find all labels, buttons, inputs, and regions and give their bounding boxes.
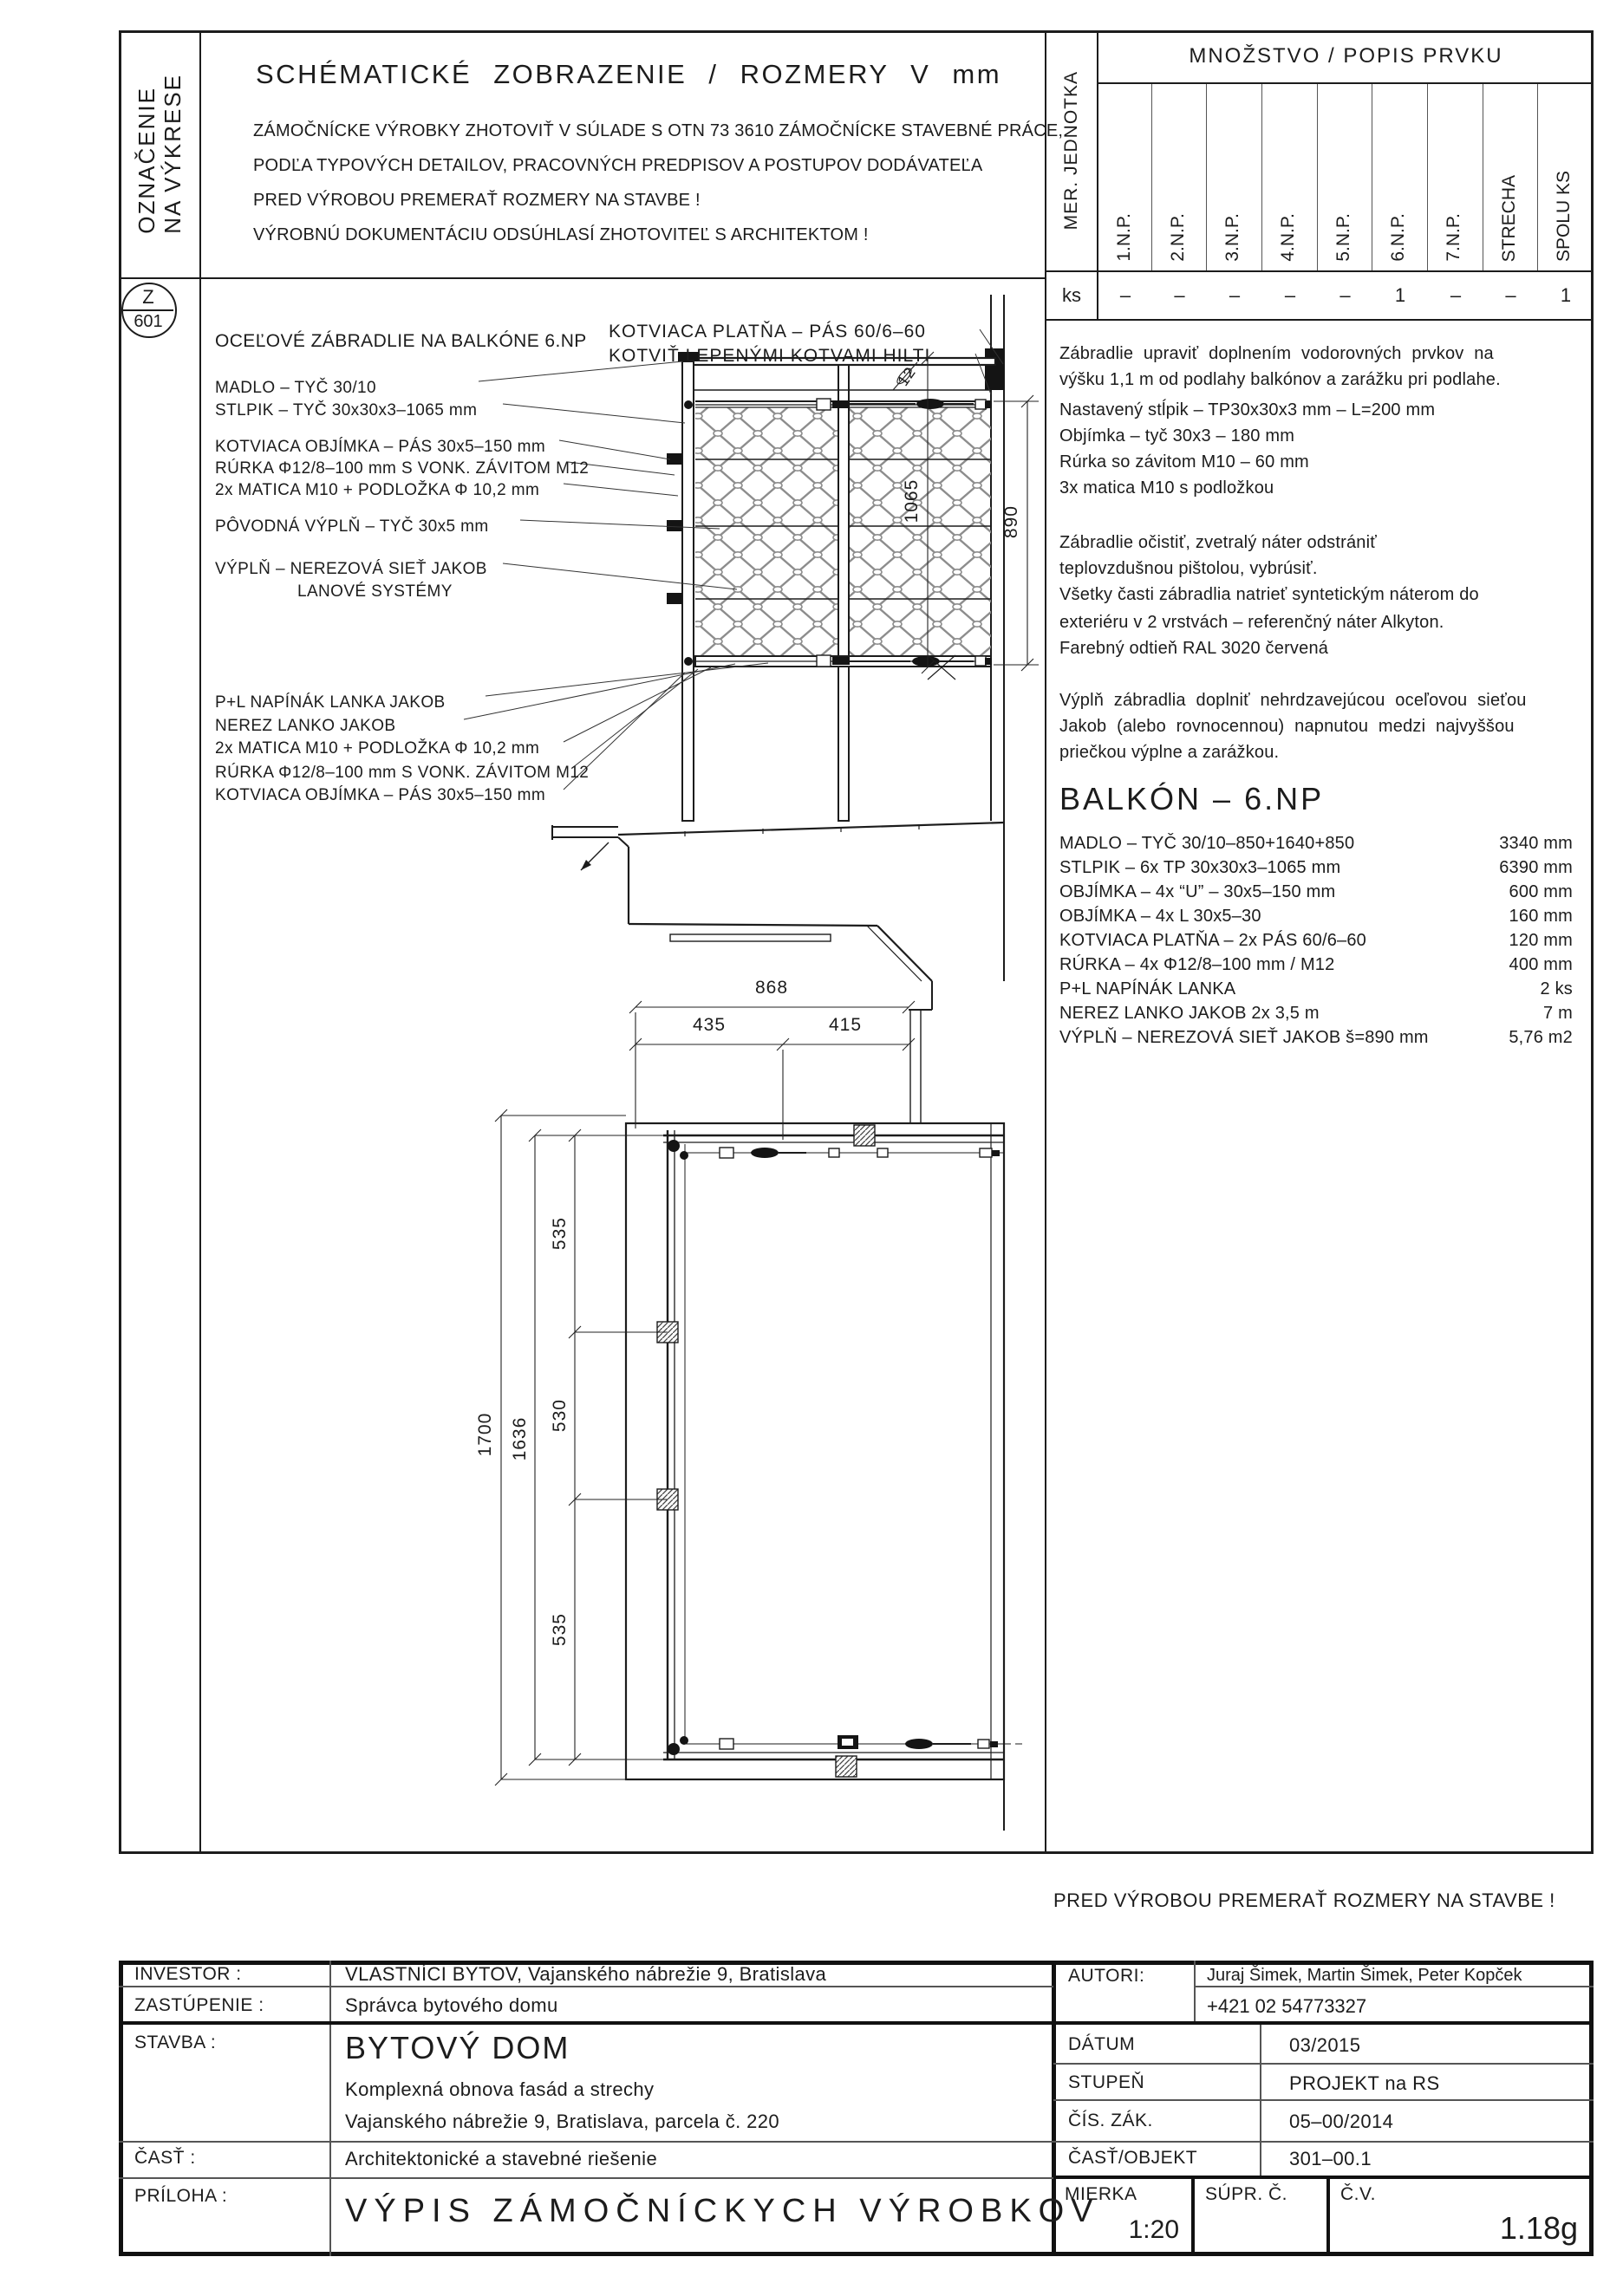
callout-napinak: P+L NAPÍNÁK LANKA JAKOB	[215, 693, 446, 712]
note-p1-l1: Zábradlie upraviť doplnením vodorovných prvkov na	[1059, 344, 1494, 363]
datum-label: DÁTUM	[1068, 2034, 1136, 2054]
balkon-row: MADLO – TYČ 30/10–850+1640+850 3340 mm	[1059, 834, 1573, 853]
balkon-row: RÚRKA – 4x Φ12/8–100 mm / M12 400 mm	[1059, 955, 1573, 974]
dim-1636: 1636	[509, 1416, 530, 1461]
note-p3-l1: Zábradlie očistiť, zvetralý náter odstrániť	[1059, 533, 1377, 552]
callout-madlo: MADLO – TYČ 30/10	[215, 379, 376, 397]
investor-value: VLASTNÍCI BYTOV, Vajanského nábrežie 9, Bratislava	[345, 1963, 827, 1985]
supr-label: SÚPR. Č.	[1205, 2184, 1288, 2204]
note-p3-l5: Farebný odtieň RAL 3020 červená	[1059, 639, 1329, 658]
stavba-label: STAVBA :	[134, 2033, 217, 2052]
balcony-slab	[552, 823, 1004, 1123]
header-note-4: VÝROBNÚ DOKUMENTÁCIU ODSÚHLASÍ ZHOTOVITEĽ S ARCHITEKTOM !	[253, 225, 869, 244]
cast-value: Architektonické a stavebné riešenie	[345, 2148, 658, 2169]
unit-header: MER. JEDNOTKA	[1060, 70, 1081, 231]
dim-435: 435	[692, 1015, 727, 1035]
col-spolu: SPOLU KS	[1554, 170, 1574, 262]
stupen-value: PROJEKT na RS	[1289, 2072, 1440, 2094]
header-note-1: ZÁMOČNÍCKE VÝROBKY ZHOTOVIŤ V SÚLADE S OTN 73 3610 ZÁMOČNÍCKE STAVEBNÉ PRÁCE,	[253, 121, 1064, 140]
val-7np: –	[1450, 284, 1462, 307]
balkon-heading: BALKÓN – 6.NP	[1059, 781, 1325, 816]
col-strecha: STRECHA	[1483, 84, 1538, 270]
plan-posts	[657, 1125, 875, 1777]
priloha-value: VÝPIS ZÁMOČNÍCKYCH VÝROBKOV	[345, 2193, 1100, 2229]
note-p4-l1: Výplň zábradlia doplniť nehrdzavejúcou oceľovou sieťou	[1059, 691, 1527, 710]
zastupenie-value: Správca bytového domu	[345, 1994, 558, 2016]
position-mark	[121, 283, 177, 338]
note-p2-l3: Rúrka so závitom M10 – 60 mm	[1059, 452, 1309, 472]
dim-415: 415	[828, 1015, 863, 1035]
investor-label: INVESTOR :	[134, 1964, 242, 1984]
stavba-line2: Komplexná obnova fasád a strechy	[345, 2078, 655, 2100]
stavba-line3: Vajanského nábrežie 9, Bratislava, parcela č. 220	[345, 2111, 780, 2132]
dim-12: 12	[894, 363, 920, 389]
val-4np: –	[1284, 284, 1296, 307]
side-strip	[121, 32, 199, 276]
cv-value: 1.18g	[1499, 2210, 1578, 2246]
post-left	[682, 361, 694, 821]
dim-868: 868	[754, 978, 789, 998]
callout-stlpik: STLPIK – TYČ 30x30x3–1065 mm	[215, 401, 478, 420]
balkon-row: VÝPLŇ – NEREZOVÁ SIEŤ JAKOB š=890 mm 5,76 m2	[1059, 1028, 1573, 1047]
anchor-plate	[985, 348, 1004, 390]
note-p2-l2: Objímka – tyč 30x3 – 180 mm	[1059, 426, 1295, 446]
autori-label: AUTORI:	[1068, 1966, 1145, 1986]
val-6np: 1	[1394, 284, 1406, 307]
side-strip-label: OZNAČENIE NA VÝKRESE	[133, 74, 186, 234]
dim-535a: 535	[549, 1217, 570, 1251]
elevation-view	[464, 295, 1039, 1123]
cast-objekt-label: ČASŤ/OBJEKT	[1068, 2148, 1198, 2168]
note-p4-l2: Jakob (alebo rovnocennou) napnutou medzi najvyššou	[1059, 717, 1515, 736]
callout-rurka-1: RÚRKA Φ12/8–100 mm S VONK. ZÁVITOM M12	[215, 459, 590, 478]
qty-table-title-cell	[1097, 30, 1594, 84]
note-p3-l4: exteriéru v 2 vrstvách – referenčný náter Alkyton.	[1059, 613, 1444, 632]
header-note-2: PODĽA TYPOVÝCH DETAILOV, PRACOVNÝCH PREDPISOV A POSTUPOV DODÁVATEĽA	[253, 156, 983, 175]
callout-lanove-systemy: LANOVÉ SYSTÉMY	[297, 582, 453, 601]
header-note-3: PRED VÝROBOU PREMERAŤ ROZMERY NA STAVBE !	[253, 191, 701, 210]
val-1np: –	[1097, 272, 1152, 319]
phone-value: +421 02 54773327	[1207, 1995, 1367, 2017]
mark-letter: Z	[142, 286, 154, 308]
callout-vypln-siet: VÝPLŇ – NEREZOVÁ SIEŤ JAKOB	[215, 560, 487, 578]
col-3np: 3.N.P.	[1207, 84, 1262, 270]
note-p2-l1: Nastavený stĺpik – TP30x30x3 mm – L=200 mm	[1059, 400, 1436, 420]
balkon-row: OBJÍMKA – 4x L 30x5–30 160 mm	[1059, 907, 1573, 926]
col-7np: 7.N.P.	[1428, 84, 1483, 270]
col-2np: 2.N.P.	[1152, 84, 1207, 270]
plan-fittings-bottom	[720, 1735, 998, 1749]
dim-890: 890	[1001, 505, 1021, 539]
balkon-row: NEREZ LANKO JAKOB 2x 3,5 m 7 m	[1059, 1004, 1573, 1023]
col-4np: 4.N.P.	[1262, 84, 1318, 270]
dim-1700: 1700	[474, 1412, 495, 1457]
post-middle	[838, 365, 849, 821]
zastupenie-label: ZASTÚPENIE :	[134, 1995, 264, 2015]
balkon-row: STLPIK – 6x TP 30x30x3–1065 mm 6390 mm	[1059, 858, 1573, 877]
unit-value-cell: ks	[1062, 284, 1081, 307]
callout-objimka-1: KOTVIACA OBJÍMKA – PÁS 30x5–150 mm	[215, 438, 546, 456]
qty-table-title: MNOŽSTVO / POPIS PRVKU	[1189, 44, 1503, 68]
note-p3-l3: Všetky časti zábradlia natrieť syntetickým náterom do	[1059, 585, 1479, 604]
col-5np: 5.N.P.	[1318, 84, 1372, 270]
callout-lanko: NEREZ LANKO JAKOB	[215, 717, 396, 735]
val-spolu: 1	[1560, 284, 1572, 307]
callout-povodna-vypln: PÔVODNÁ VÝPLŇ – TYČ 30x5 mm	[215, 517, 489, 536]
drawing-main-label: OCEĽOVÉ ZÁBRADLIE NA BALKÓNE 6.NP	[215, 331, 587, 351]
callout-matica-2: 2x MATICA M10 + PODLOŽKA Φ 10,2 mm	[215, 739, 540, 758]
plan-view	[495, 1001, 1023, 1831]
mark-number: 601	[134, 312, 163, 331]
note-p1-l2: výšku 1,1 m od podlahy balkónov a zarážku pri podlahe.	[1059, 370, 1501, 389]
footer-note: PRED VÝROBOU PREMERAŤ ROZMERY NA STAVBE !	[1053, 1889, 1555, 1911]
note-p4-l3: priečkou výplne a zarážkou.	[1059, 743, 1280, 762]
callout-matica-1: 2x MATICA M10 + PODLOŽKA Φ 10,2 mm	[215, 481, 540, 499]
plate-label-1: KOTVIACA PLATŇA – PÁS 60/6–60	[609, 322, 926, 341]
val-strecha: –	[1505, 284, 1516, 307]
cast-label: ČASŤ :	[134, 2148, 196, 2168]
col-6np: 6.N.P.	[1372, 84, 1428, 270]
note-p3-l2: teplovzdušnou pištolou, vybrúsiť.	[1059, 559, 1318, 578]
autori-value: Juraj Šimek, Martin Šimek, Peter Kopček	[1207, 1966, 1522, 1985]
col-1np: 1.N.P.	[1097, 84, 1152, 270]
cv-label: Č.V.	[1340, 2184, 1376, 2204]
callout-objimka-2: KOTVIACA OBJÍMKA – PÁS 30x5–150 mm	[215, 786, 546, 804]
balkon-row: KOTVIACA PLATŇA – 2x PÁS 60/6–60 120 mm	[1059, 931, 1573, 950]
priloha-label: PRÍLOHA :	[134, 2186, 228, 2206]
balkon-row: OBJÍMKA – 4x “U” – 30x5–150 mm 600 mm	[1059, 882, 1573, 901]
cis-zak-label: ČÍS. ZÁK.	[1068, 2111, 1153, 2130]
callout-rurka-2: RÚRKA Φ12/8–100 mm S VONK. ZÁVITOM M12	[215, 764, 590, 782]
cast-objekt-value: 301–00.1	[1289, 2148, 1372, 2169]
stavba-title: BYTOVÝ DOM	[345, 2030, 570, 2065]
val-5np: –	[1339, 284, 1351, 307]
datum-value: 03/2015	[1289, 2034, 1361, 2056]
cis-zak-value: 05–00/2014	[1289, 2111, 1394, 2132]
note-p2-l4: 3x matica M10 s podložkou	[1059, 478, 1274, 498]
dim-535b: 535	[549, 1613, 570, 1647]
mierka-label: MIERKA	[1065, 2184, 1137, 2204]
stupen-label: STUPEŇ	[1068, 2072, 1145, 2092]
plate-label-2: KOTVIŤ LEPENÝMI KOTVAMI HILTI	[609, 346, 931, 366]
dim-1065: 1065	[901, 478, 922, 524]
dim-530: 530	[549, 1399, 570, 1433]
val-3np: –	[1229, 284, 1241, 307]
unit-header-cell	[1046, 30, 1097, 270]
val-2np: –	[1174, 284, 1185, 307]
sheet-title: SCHÉMATICKÉ ZOBRAZENIE / ROZMERY V mm	[256, 59, 1002, 89]
balcony-outline	[626, 1123, 1004, 1779]
balkon-row: P+L NAPÍNÁK LANKA 2 ks	[1059, 979, 1573, 998]
mierka-value: 1:20	[1128, 2215, 1179, 2244]
